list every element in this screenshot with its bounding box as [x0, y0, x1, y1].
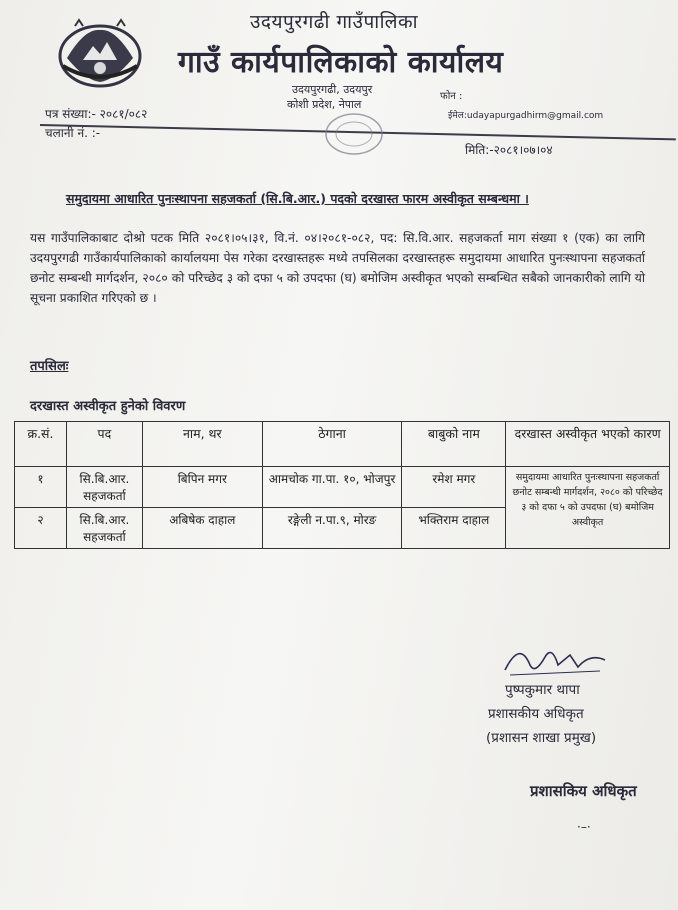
address-line-1: उदयपुरगढी, उदयपुर [292, 83, 373, 96]
row-address: रङ्गेली न.पा.९, मोरङ [262, 508, 402, 549]
email-address: ईमेल:udayapurgadhirm@gmail.com [448, 111, 604, 121]
reference-number: पत्र संख्या:- २०८१/०८२ [45, 107, 148, 121]
signature-scribble-icon [500, 635, 610, 680]
letter-body: यस गाउँपालिकाबाट दोश्रो पटक मिति २०८१।०५।३१, वि.नं. ०४।२०८१-०८२, पद: सि.वि.आर. सहजकर्ता माग संख्या १ (एक) का लागि उदयपुरगढी गाउँकार्यपालिकाको कार्यालयमा पेस गरेका दरखास्तहरू मध्ये तपसिलका दरखास्तहरू समुदायमा आधारित पुनःस्थापना सहजकर्ता छनोट सम्बन्धी मार्गदर्शन, २०८० को परिच्छेद ३ को दफा ५ को उपदफा (घ) बमोजिम अस्वीकृत भएको सम्बन्धित सबैको जानकारीको लागि यो सूचना प्रकाशित गरिएको छ । [30, 231, 645, 305]
table-caption: दरखास्त अस्वीकृत हुनेको विवरण [30, 399, 186, 414]
signatory-name: पुष्पकुमार थापा [505, 682, 580, 698]
nepal-emblem-icon [55, 18, 145, 90]
header-sn: क्र.सं. [15, 422, 67, 467]
stamp-dots: ·–· [577, 820, 591, 834]
table-header-row [15, 422, 670, 467]
officer-stamp: प्रशासकिय अधिकृत [530, 782, 637, 800]
row-reason: समुदायमा आधारित पुनःस्थापना सहजकर्ता छनोट सम्बन्धी मार्गदर्शन, २०८० को परिच्छेद ३ को दफा ५ को उपदफा (घ) बमोजिम अस्वीकृत [506, 467, 670, 549]
header-reason: दरखास्त अस्वीकृत भएको कारण [506, 422, 670, 467]
signatory-title: प्रशासकीय अधिकृत [488, 706, 584, 722]
row-father: भक्तिराम दाहाल [402, 508, 506, 549]
row-father: रमेश मगर [402, 467, 506, 508]
phone-label: फोन : [440, 91, 463, 102]
row-sn: १ [15, 467, 67, 508]
header-post: पद [66, 422, 142, 467]
header-address: ठेगाना [262, 422, 402, 467]
office-seal-icon [322, 110, 386, 158]
dispatch-number: चलानी नं. :- [45, 126, 101, 140]
details-label: तपसिलः [30, 359, 69, 374]
office-name: गाउँ कार्यपालिकाको कार्यालय [178, 45, 504, 80]
signatory-branch: (प्रशासन शाखा प्रमुख) [486, 730, 597, 746]
header-name: नाम, थर [142, 422, 262, 467]
row-post: सि.बि.आर. सहजकर्ता [66, 467, 142, 508]
letter-subject: समुदायमा आधारित पुनःस्थापना सहजकर्ता (सि.बि.आर.) पदको दरखास्त फारम अस्वीकृत सम्बन्धमा । [66, 191, 529, 206]
rejection-table [14, 421, 670, 549]
municipality-name: उदयपुरगढी गाउँपालिका [250, 11, 418, 33]
row-sn: २ [15, 508, 67, 549]
row-name: बिपिन मगर [142, 467, 262, 508]
table-row [15, 467, 670, 508]
header-father: बाबुको नाम [402, 422, 506, 467]
row-post: सि.बि.आर. सहजकर्ता [66, 508, 142, 549]
row-address: आमचोक गा.पा. १०, भोजपुर [262, 467, 402, 508]
row-name: अबिषेक दाहाल [142, 508, 262, 549]
address-line-2: कोशी प्रदेश, नेपाल [287, 98, 362, 111]
letter-date: मिति:-२०८१।०७।०४ [465, 143, 553, 157]
